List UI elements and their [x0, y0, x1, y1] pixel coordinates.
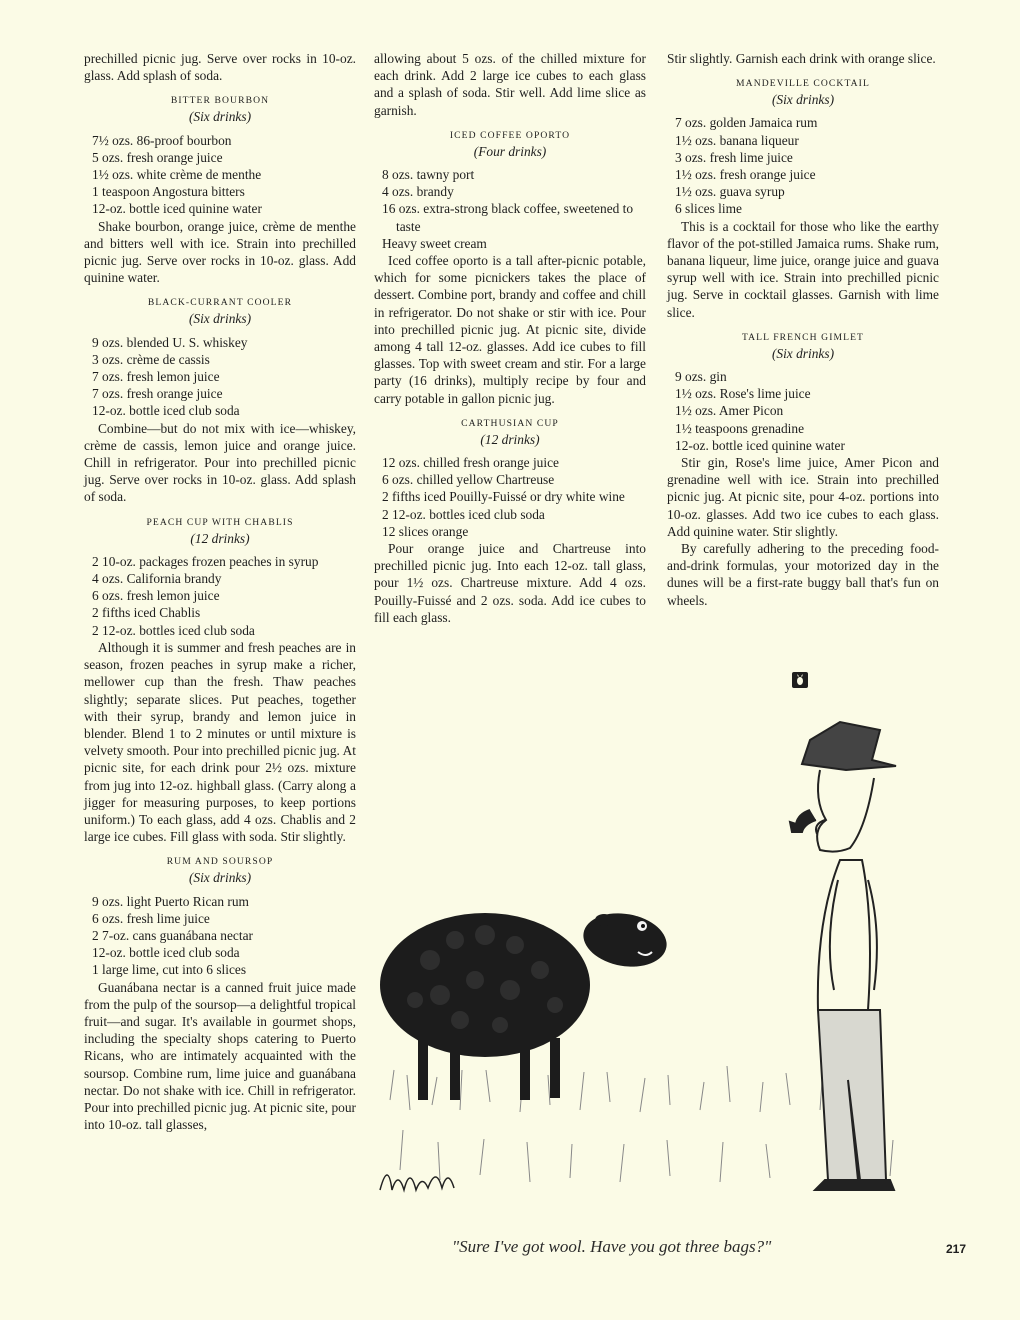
ingredient: 1½ teaspoons grenadine: [675, 420, 805, 436]
ingredient-list: [667, 368, 939, 454]
recipe-yield: (12 drinks): [190, 530, 250, 546]
ingredient-list: [84, 334, 356, 420]
recipe-title: CARTHUSIAN CUP: [461, 417, 559, 429]
ingredient-list: [84, 893, 356, 979]
continued-paragraph: prechilled picnic jug. Serve over rocks in 10-oz. glass. Add splash of soda.: [84, 51, 356, 84]
ingredient: 1½ ozs. Amer Picon: [675, 403, 784, 419]
recipe-title: PEACH CUP WITH CHABLIS: [146, 516, 294, 528]
ingredient: 1½ ozs. fresh orange juice: [675, 167, 816, 183]
ingredient: 6 ozs. fresh lime juice: [92, 910, 210, 926]
ingredient: 2 fifths iced Chablis: [92, 605, 201, 621]
recipe-yield: (Six drinks): [771, 345, 835, 361]
ingredient: 12-oz. bottle iced quinine water: [675, 437, 845, 453]
recipe-yield: (12 drinks): [480, 431, 540, 447]
ingredient: 7½ ozs. 86-proof bourbon: [92, 132, 232, 148]
ingredient: 2 12-oz. bottles iced club soda: [382, 506, 545, 522]
recipe-title: MANDEVILLE COCKTAIL: [736, 78, 870, 90]
ingredient: 9 ozs. gin: [675, 369, 727, 385]
recipe-directions: Stir gin, Rose's lime juice, Amer Picon and grenadine well with ice. Strain into prechilled picnic jug. At picnic site, pour 4-oz. portions into 10-oz. glasses. Add two ice cubes to each glass. Add quinine water. Stir slightly.: [667, 455, 939, 539]
recipe-title: BLACK-CURRANT COOLER: [147, 297, 293, 309]
grass-strokes: [390, 1066, 893, 1182]
recipe-yield: (Six drinks): [771, 92, 835, 108]
black-sheep: [380, 907, 671, 1100]
recipe-title: RUM AND SOURSOP: [166, 856, 274, 868]
ingredient: 12-oz. bottle iced club soda: [92, 403, 240, 419]
ingredient-list: [374, 454, 646, 540]
farmer: [790, 722, 896, 1190]
ingredient: 7 ozs. fresh orange juice: [92, 386, 223, 402]
ingredient: 2 7-oz. cans guanábana nectar: [92, 927, 253, 943]
ingredient: 3 ozs. crème de cassis: [92, 351, 210, 367]
ingredient: 5 ozs. fresh orange juice: [92, 149, 223, 165]
ingredient: 6 slices lime: [675, 201, 742, 217]
ingredient: 3 ozs. fresh lime juice: [675, 149, 793, 165]
ingredient-list: [84, 132, 356, 218]
page-number: 217: [946, 1242, 967, 1256]
recipe-directions: This is a cocktail for those who like the earthy flavor of the pot-stilled Jamaica rums. Shake rum, banana liqueur, lime juice, orange juice and guava syrup well with ice. Strain into prechilled picnic jug. Serve in cocktail glasses. Garnish with lime slice.: [667, 218, 939, 320]
recipe-yield: (Six drinks): [188, 311, 252, 327]
recipe-directions: Guanábana nectar is a canned fruit juice made from the pulp of the soursop—a delightful tropical fruit—and sugar. It's available in gourmet shops, including the specialty shops catering to Puerto Ricans, who are intimately acquainted with the soursop. Combine rum, lime juice and guanábana nectar. Do not shake with ice. Chill in refrigerator. Pour into prechilled picnic jug. At picnic site, pour into 10-oz. tall glasses,: [84, 979, 356, 1133]
ingredient: 12-oz. bottle iced club soda: [92, 945, 240, 961]
closing-paragraph: By carefully adhering to the preceding food-and-drink formulas, your motorized day in the dunes will be a first-rate buggy ball that's fun on wheels.: [667, 541, 939, 608]
recipe-yield: (Six drinks): [188, 870, 252, 886]
ingredient: 7 ozs. fresh lemon juice: [92, 369, 220, 385]
ingredient: 6 ozs. chilled yellow Chartreuse: [382, 472, 555, 488]
ingredient-list: [84, 553, 356, 639]
recipe-yield: (Six drinks): [188, 109, 252, 125]
ingredient: 2 12-oz. bottles iced club soda: [92, 622, 255, 638]
ingredient: 1½ ozs. guava syrup: [675, 184, 785, 200]
ingredient: 1½ ozs. white crème de menthe: [92, 167, 262, 183]
column-3: [667, 50, 939, 609]
recipe-yield: (Four drinks): [473, 143, 547, 159]
ingredient: 4 ozs. brandy: [382, 184, 454, 200]
ingredient-list: [667, 114, 939, 217]
ingredient: 1 teaspoon Angostura bitters: [92, 184, 245, 200]
ingredient: 1½ ozs. Rose's lime juice: [675, 386, 811, 402]
recipe-title: TALL FRENCH GIMLET: [741, 331, 865, 343]
recipe-directions: Pour orange juice and Chartreuse into prechilled picnic jug. Into each 12-oz. tall glass, pour 1½ ozs. Chartreuse mixture. Add 4 ozs. Pouilly-Fuissé and 2 ozs. soda. Add ice cubes to fill each glass.: [374, 541, 646, 625]
recipe-directions: Although it is summer and fresh peaches are in season, frozen peaches in syrup make a richer, mellower cup than the fresh. Thaw peaches slightly; separate slices. Put peaches, together with their syrup, brandy and lemon juice in blender. Blend 1 to 2 minutes or until mixture is velvety smooth. Pour into prechilled picnic jug. At picnic site, for each drink pour 2½ ozs. mixture from jug into 12-oz. highball glass. (Carry along a jigger for measuring purposes, to keep portions uniform.) To each glass, add 4 ozs. Chablis and 2 large ice cubes. Fill glass with soda. Stir slightly.: [84, 639, 356, 845]
ingredient: Heavy sweet cream: [382, 235, 487, 251]
column-2: [374, 50, 646, 626]
ingredient: 12 ozs. chilled fresh orange juice: [382, 455, 559, 471]
ingredient-list: [374, 166, 646, 252]
ingredient: 12 slices orange: [382, 523, 469, 539]
continued-paragraph: allowing about 5 ozs. of the chilled mixture for each drink. Add 2 large ice cubes to each glass and a splash of soda. Stir well. Add lime slice as garnish.: [374, 51, 646, 118]
ingredient: 2 fifths iced Pouilly-Fuissé or dry white wine: [382, 489, 625, 505]
recipe-title: BITTER BOURBON: [170, 95, 270, 107]
recipe-directions: Combine—but do not mix with ice—whiskey, crème de cassis, lemon juice and orange juice. Chill in refrigerator. Pour into prechilled picnic jug. Serve over rocks in 10-oz. glass. Add splash of soda.: [84, 420, 356, 505]
recipe-directions: Iced coffee oporto is a tall after-picnic potable, which for some picnickers takes the place of dessert. Combine port, brandy and coffee and chill in refrigerator. Do not shake or stir with ice. Pour into prechilled picnic jug. At picnic site, divide among 4 tall 12-oz. glasses. Add ice cubes to fill glasses. Top with sweet cream and stir. For a large party (16 drinks), multiply recipe by four and carry potable in gallon picnic jug.: [374, 253, 646, 406]
ingredient: 9 ozs. light Puerto Rican rum: [92, 893, 249, 909]
end-mark-icon: [792, 672, 808, 688]
ingredient: 12-oz. bottle iced quinine water: [92, 201, 262, 217]
ingredient: 2 10-oz. packages frozen peaches in syrup: [92, 553, 319, 569]
ingredient: 9 ozs. blended U. S. whiskey: [92, 334, 248, 350]
artist-signature: [380, 1175, 454, 1190]
cartoon-illustration: [370, 700, 950, 1220]
ingredient: 4 ozs. California brandy: [92, 571, 222, 587]
ingredient: 1 large lime, cut into 6 slices: [92, 962, 247, 978]
recipe-directions: Shake bourbon, orange juice, crème de menthe and bitters well with ice. Strain into prechilled picnic jug. Serve over rocks in 10-oz. glass. Add quinine water.: [84, 218, 356, 286]
ingredient: 7 ozs. golden Jamaica rum: [675, 115, 818, 131]
continued-paragraph: Stir slightly. Garnish each drink with orange slice.: [667, 51, 936, 66]
ingredient: 16 ozs. extra-strong black coffee, sweetened to taste: [382, 201, 634, 234]
ingredient: 6 ozs. fresh lemon juice: [92, 588, 220, 604]
column-1: [84, 50, 356, 1133]
ingredient: 8 ozs. tawny port: [382, 167, 475, 183]
recipe-title: ICED COFFEE OPORTO: [449, 129, 571, 141]
ingredient: 1½ ozs. banana liqueur: [675, 132, 799, 148]
cartoon-caption: "Sure I've got wool. Have you got three bags?": [452, 1237, 772, 1256]
